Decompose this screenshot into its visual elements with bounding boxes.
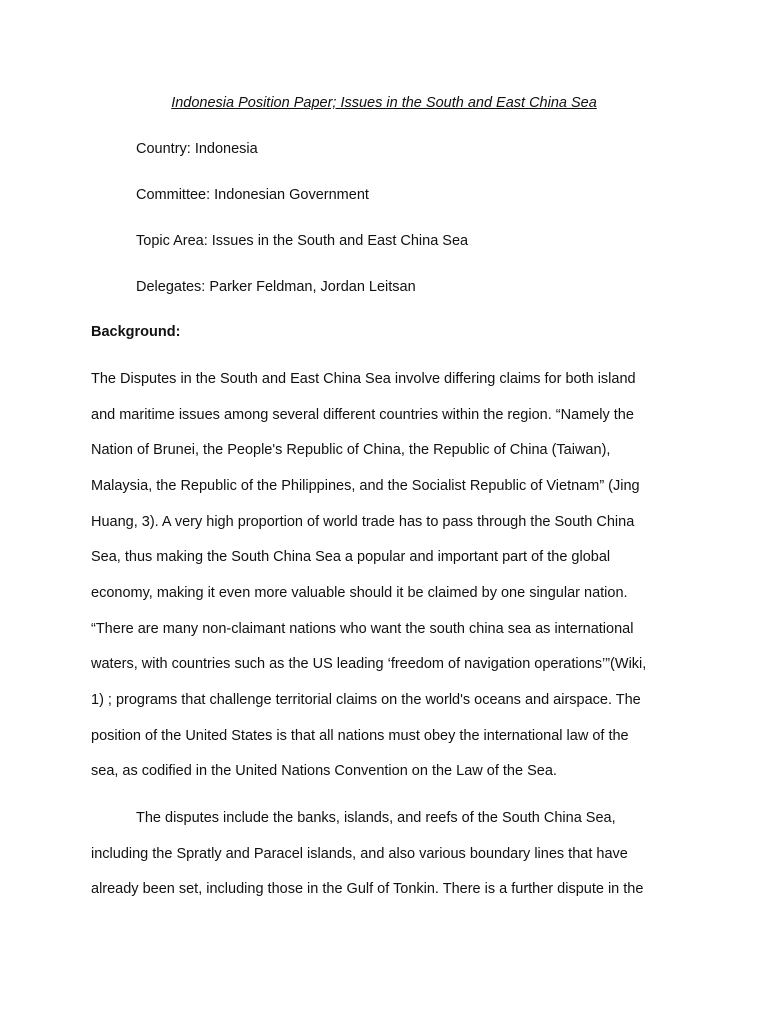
paragraph-line: position of the United States is that all nations must obey the international law of the [91, 728, 629, 744]
committee-line: Committee: Indonesian Government [136, 187, 369, 203]
paragraph-line: Malaysia, the Republic of the Philippines, and the Socialist Republic of Vietnam” (Jing [91, 478, 640, 494]
delegates-line: Delegates: Parker Feldman, Jordan Leitsan [136, 279, 416, 295]
paragraph-line: The Disputes in the South and East China Sea involve differing claims for both island [91, 371, 636, 387]
paragraph-line: Huang, 3). A very high proportion of world trade has to pass through the South China [91, 514, 635, 530]
topic-area-line: Topic Area: Issues in the South and East China Sea [136, 233, 469, 249]
paragraph-line: and maritime issues among several different countries within the region. “Namely the [91, 407, 634, 423]
paragraph-line: 1) ; programs that challenge territorial claims on the world's oceans and airspace. The [91, 692, 641, 708]
paragraph-line: “There are many non-claimant nations who want the south china sea as international [91, 621, 634, 637]
paragraph-line: sea, as codified in the United Nations Convention on the Law of the Sea. [91, 763, 557, 779]
paragraph-line: already been set, including those in the Gulf of Tonkin. There is a further dispute in the [91, 881, 644, 897]
paragraph-line: economy, making it even more valuable should it be claimed by one singular nation. [91, 585, 628, 601]
paragraph-line: Sea, thus making the South China Sea a popular and important part of the global [91, 549, 611, 565]
paragraph-line: waters, with countries such as the US leading ‘freedom of navigation operations’”(Wiki, [91, 656, 647, 672]
document-title: Indonesia Position Paper; Issues in the South and East China Sea [171, 95, 597, 111]
paragraph-line: Nation of Brunei, the People's Republic of China, the Republic of China (Taiwan), [91, 442, 611, 458]
paragraph-line: including the Spratly and Paracel islands, and also various boundary lines that have [91, 846, 628, 862]
country-line: Country: Indonesia [136, 141, 258, 157]
background-heading: Background: [91, 324, 181, 340]
paragraph-line: The disputes include the banks, islands, and reefs of the South China Sea, [136, 810, 616, 826]
